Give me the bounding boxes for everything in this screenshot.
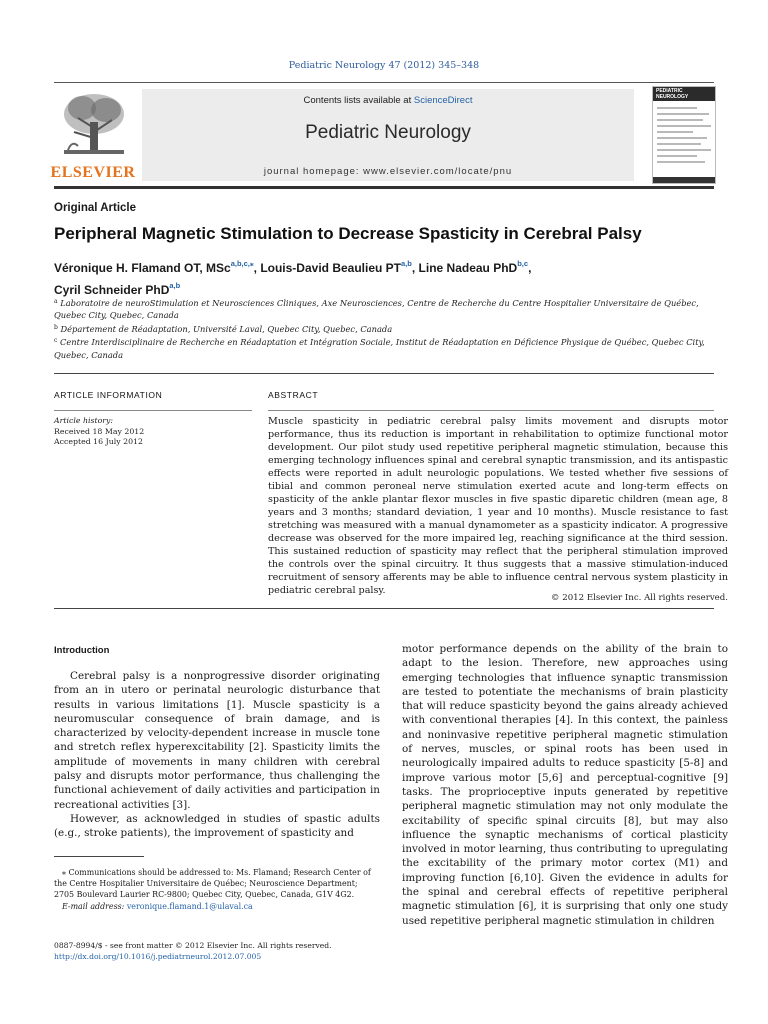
tree-icon	[58, 88, 130, 160]
journal-name: Pediatric Neurology	[305, 122, 471, 143]
author-name: Louis-David Beaulieu PT	[260, 261, 402, 275]
cover-text-line	[657, 137, 707, 139]
author-affiliation-marks[interactable]: a,b	[169, 281, 181, 290]
cover-text-line	[657, 131, 693, 133]
email-label: E-mail address:	[62, 901, 125, 911]
journal-cover[interactable]	[652, 86, 716, 184]
cover-text-line	[657, 107, 697, 109]
cover-title-line: PEDIATRIC	[656, 88, 683, 94]
cover-footer	[653, 177, 715, 183]
author-name: Line Nadeau PhD	[418, 261, 518, 275]
divider	[54, 410, 252, 411]
article-type: Original Article	[54, 202, 137, 214]
abstract-heading: ABSTRACT	[268, 390, 319, 400]
correspondence-footnote	[54, 867, 380, 912]
cover-text-line	[657, 155, 697, 157]
body-paragraph: However, as acknowledged in studies of spastic adults (e.g., stroke patients), the improvement of spasticity and	[54, 812, 380, 840]
author-affiliation-marks[interactable]: a,b	[401, 259, 412, 268]
issn-line: 0887-8994/$ - see front matter © 2012 Elsevier Inc. All rights reserved.	[54, 941, 332, 950]
sciencedirect-link[interactable]: ScienceDirect	[413, 95, 473, 106]
cover-text-line	[657, 149, 711, 151]
abstract-text: Muscle spasticity in pediatric cerebral palsy limits movement and disrupts motor performance, thus its reduction is important in rehabilitation to optimize functional motor development. Our pilot study used repetitive peripheral magnetic stimulation, because this emerging technology influences spinal and cerebral synaptic transmission, and its antispastic effects were reported in adult neurologic populations. We tested whether five sessions of tibial and common peroneal nerve stimulation exerted acute and long-term effects on spasticity of the ankle plantar flexor muscles in five spastic diparetic children (mean age, 8 years and 3 months; standard deviation, 1 year and 10 months). Muscle resistance to fast stretching was measured with a manual dynamometer as a spasticity indicator. A progressive decrease was observed for the more impaired leg, reaching significance at the third session. This sustained reduction of spasticity may reflect that the peripheral stimulation improved the controls over the spinal circuitry. It thus suggests that a massive stimulation-induced recruitment of sensory afferents may be able to influence central nervous system plasticity in pediatric cerebral palsy.	[268, 416, 728, 596]
accepted-date: Accepted 16 July 2012	[54, 437, 143, 447]
cover-text-line	[657, 161, 705, 163]
body-paragraph: Cerebral palsy is a nonprogressive disorder originating from an in utero or perinatal neurologic disturbance that results in various limitations [1]. Muscle spasticity is a neuromuscular consequence of brain damage, and is characterized by velocity-dependent increase in muscle tone and stretch reflex hyperexcitability [2]. Spasticity limits the amplitude of movements in many children with cerebral palsy and disrupts motor performance, thus challenging the functional achievement of daily activities and participation in recreational activities [3].	[54, 670, 380, 811]
footnote-divider	[54, 856, 144, 857]
journal-citation[interactable]: Pediatric Neurology 47 (2012) 345–348	[288, 60, 480, 71]
author-affiliation-marks[interactable]: b,c	[517, 259, 529, 268]
journal-masthead	[142, 89, 634, 181]
doi-link[interactable]: http://dx.doi.org/10.1016/j.pediatrneurol.2012.07.005	[54, 952, 262, 962]
divider	[54, 186, 714, 189]
cover-text-line	[657, 143, 701, 145]
author-affiliation-marks[interactable]: a,b,c,⁎	[230, 259, 254, 268]
received-date: Received 18 May 2012	[54, 426, 145, 436]
divider	[54, 82, 714, 83]
divider	[268, 410, 714, 411]
divider	[54, 373, 714, 374]
author-list: Véronique H. Flamand OT, MSc$^{a,b,c,⁎}$, Louis-David Beaulieu PT$^{a,b}$, Line Nadeau PhD$^{b,c}$, Cyril Schneider PhD$^{a,b}$	[54, 259, 532, 297]
cover-title-line: NEUROLOGY	[656, 94, 689, 100]
affiliation: $^b$ Département de Réadaptation, Université Laval, Quebec City, Quebec, Canada	[54, 323, 393, 334]
introduction-heading: Introduction	[54, 645, 110, 656]
contents-prefix: Contents lists available at	[303, 95, 412, 106]
elsevier-logo[interactable]	[50, 88, 136, 184]
page-footer	[54, 940, 454, 962]
cover-text-line	[657, 125, 711, 127]
author-name: Cyril Schneider PhD	[54, 283, 170, 297]
cover-header	[653, 87, 715, 101]
cover-text-line	[657, 113, 709, 115]
article-title: Peripheral Magnetic Stimulation to Decrease Spasticity in Cerebral Palsy	[54, 224, 642, 243]
history-label: Article history:	[54, 416, 114, 425]
elsevier-wordmark: ELSEVIER	[50, 164, 136, 181]
journal-homepage-link[interactable]: journal homepage: www.elsevier.com/locate/pnu	[263, 166, 513, 177]
article-information-heading: ARTICLE INFORMATION	[54, 390, 163, 400]
body-paragraph: motor performance depends on the ability of the brain to adapt to the lesion. Therefore, new approaches using emerging technologies that influence synaptic transmission are tested to potentiate the mechanisms of brain plasticity that will reduce spasticity beyond the gains already achieved with conventional therapies [4]. In this context, the painless and noninvasive repetitive peripheral magnetic stimulation of nerves, muscles, or spinal roots has been used in neurologically impaired adults to reduce spasticity [5-8] and improve various motor [5,6] and perceptual-cognitive [9] tasks. The proprioceptive inputs generated by repetitive peripheral magnetic stimulation may not only modulate the excitability of specific spinal circuits [8], but may also influence the synaptic mechanisms of cortical plasticity involved in motor learning, thus contributing to upregulating the excitability of the primary motor cortex (M1) and improving function [6,10]. Given the evidence in adults for the spinal and cerebral effects of repetitive peripheral magnetic stimulation [6], it is surprising that only one study used repetitive peripheral magnetic stimulation in children	[402, 643, 728, 927]
affiliation: $^a$ Laboratoire de neuroStimulation et Neurosciences Cliniques, Axe Neurosciences, Centre de Recherche du Centre Hospitalier Universitaire de Québec, Quebec City, Quebec, Canada	[54, 298, 699, 321]
abstract-copyright: © 2012 Elsevier Inc. All rights reserved.	[550, 593, 728, 603]
contents-line	[142, 95, 634, 106]
divider	[54, 608, 714, 609]
correspondence-text: ⁎ Communications should be addressed to: Ms. Flamand; Research Center of the Centre Hospitalier Universitaire de Québec; Neuroscience Department; 2705 Boulevard Laurier RC-9800; Quebec City, Quebec, Canada, G1V 4G2.	[54, 868, 371, 900]
affiliation: $^c$ Centre Interdisciplinaire de Recherche en Réadaptation et Intégration Sociale, Institut de Réadaptation en Déficience Physique de Québec, Quebec City, Quebec, Canada	[54, 337, 705, 360]
author-name: Véronique H. Flamand OT, MSc	[54, 261, 231, 275]
email-link[interactable]: veronique.flamand.1@ulaval.ca	[126, 901, 253, 911]
article-history	[54, 416, 254, 448]
body-column-right	[402, 642, 728, 928]
body-column-left	[54, 669, 380, 841]
cover-text-line	[657, 119, 703, 121]
affiliations	[54, 296, 732, 361]
